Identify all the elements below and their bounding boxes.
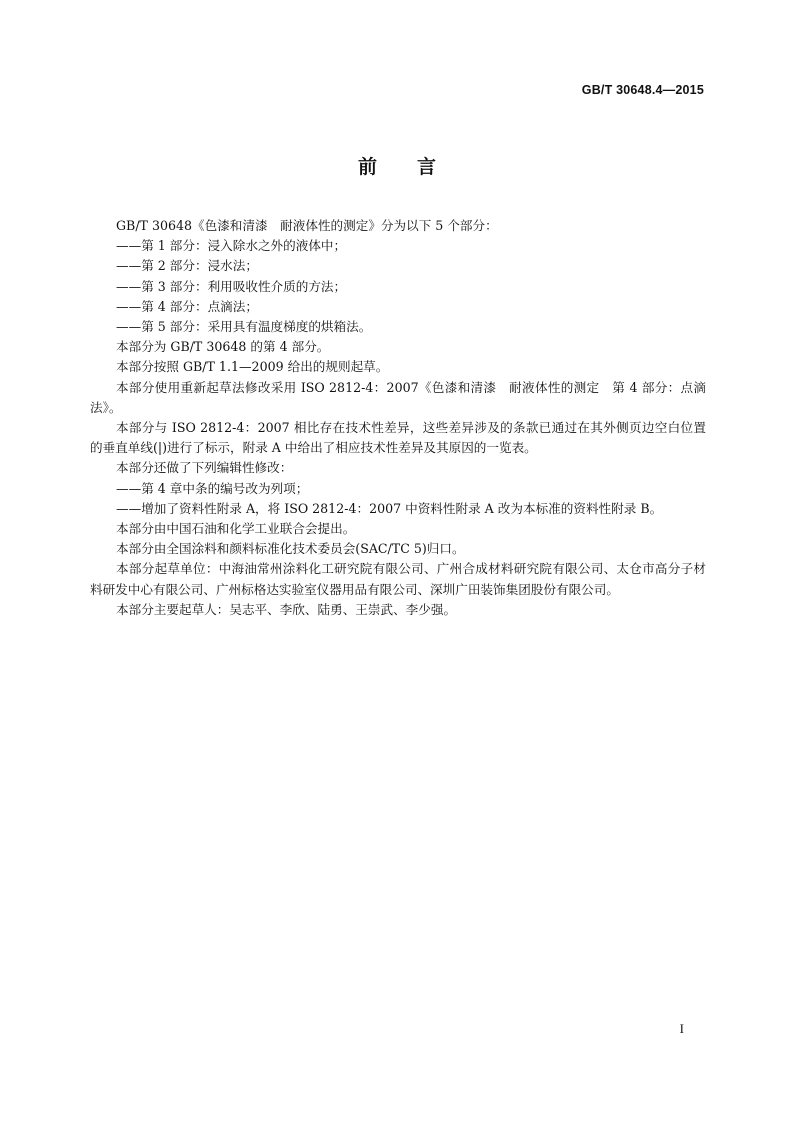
paragraph-proposed-by: 本部分由中国石油和化学工业联合会提出。 bbox=[116, 521, 356, 537]
paragraph-editorial-changes: 本部分还做了下列编辑性修改： bbox=[116, 460, 293, 476]
standard-number: GB/T 30648.4—2015 bbox=[581, 83, 704, 97]
page-number: I bbox=[679, 1021, 684, 1036]
paragraph-drafting-units: 本部分起草单位：中海油常州涂料化工研究院有限公司、广州合成材料研究院有限公司、太仓市高分子材料研发中心有限公司、广州标格达实验室仪器用品有限公司、深圳广田装饰集团股份有限公司。 bbox=[90, 561, 706, 597]
paragraph-under-jurisdiction: 本部分由全国涂料和颜料标准化技术委员会(SAC/TC 5)归口。 bbox=[116, 541, 465, 557]
paragraph-drafters: 本部分主要起草人：吴志平、李欣、陆勇、王崇武、李少强。 bbox=[116, 601, 457, 617]
paragraph-part-statement: 本部分为 GB/T 30648 的第 4 部分。 bbox=[116, 339, 330, 355]
paragraph-adoption: 本部分使用重新起草法修改采用 ISO 2812-4：2007《色漆和清漆 耐液体性的测定 第 4 部分：点滴法》。 bbox=[90, 379, 706, 415]
list-item-part-4: ——第 4 部分：点滴法； bbox=[116, 298, 258, 314]
foreword-body bbox=[90, 216, 706, 620]
list-item-editorial-2: ——增加了资料性附录 A，将 ISO 2812-4：2007 中资料性附录 A 改为本标准的资料性附录 B。 bbox=[116, 500, 663, 516]
paragraph-intro: GB/T 30648《色漆和清漆 耐液体性的测定》分为以下 5 个部分： bbox=[116, 218, 498, 233]
paragraph-technical-differences: 本部分与 ISO 2812-4：2007 相比存在技术性差异，这些差异涉及的条款已通过在其外侧页边空白位置的垂直单线(|)进行了标示，附录 A 中给出了相应技术性差异及其原因的一览表。 bbox=[90, 420, 706, 456]
list-item-part-2: ——第 2 部分：浸水法； bbox=[116, 258, 258, 274]
page-title: 前言 bbox=[357, 156, 476, 178]
list-item-part-5: ——第 5 部分：采用具有温度梯度的烘箱法。 bbox=[116, 319, 372, 335]
paragraph-drafting-rules: 本部分按照 GB/T 1.1—2009 给出的规则起草。 bbox=[116, 359, 389, 375]
list-item-part-3: ——第 3 部分：利用吸收性介质的方法； bbox=[116, 278, 347, 294]
list-item-editorial-1: ——第 4 章中条的编号改为列项； bbox=[116, 480, 309, 496]
list-item-part-1: ——第 1 部分：浸入除水之外的液体中； bbox=[116, 238, 347, 254]
